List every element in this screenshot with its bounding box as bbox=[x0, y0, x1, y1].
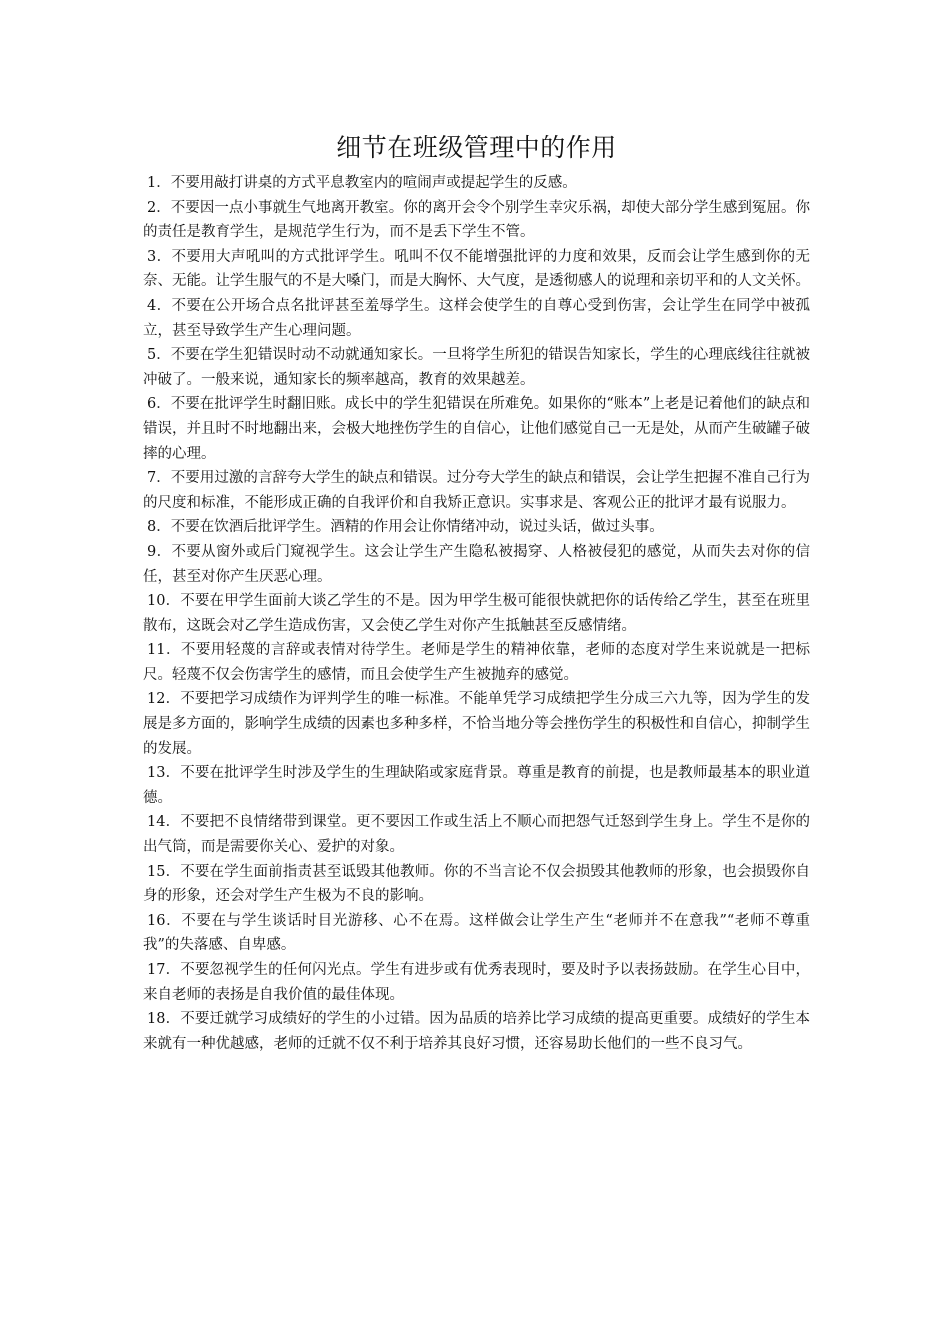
list-item: 7．不要用过激的言辞夸大学生的缺点和错误。过分夸大学生的缺点和错误，会让学生把握不准自己行为的尺度和标准，不能形成正确的自我评价和自我矫正意识。实事求是、客观公正的批评才最有说服力。 bbox=[143, 470, 810, 511]
item-list bbox=[143, 171, 810, 1056]
list-item: 11．不要用轻蔑的言辞或表情对待学生。老师是学生的精神依靠，老师的态度对学生来说就是一把标尺。轻蔑不仅会伤害学生的感情，而且会使学生产生被抛弃的感觉。 bbox=[143, 642, 810, 683]
list-item: 9．不要从窗外或后门窥视学生。这会让学生产生隐私被揭穿、人格被侵犯的感觉，从而失去对你的信任，甚至对你产生厌恶心理。 bbox=[143, 543, 810, 585]
list-item: 14．不要把不良情绪带到课堂。更不要因工作或生活上不顺心而把怨气迁怒到学生身上。学生不是你的出气筒，而是需要你关心、爱护的对象。 bbox=[143, 814, 810, 856]
list-item: 8．不要在饮酒后批评学生。酒精的作用会让你情绪冲动，说过头话，做过头事。 bbox=[147, 519, 664, 536]
document-page bbox=[143, 130, 810, 1056]
list-item: 3．不要用大声吼叫的方式批评学生。吼叫不仅不能增强批评的力度和效果，反而会让学生感到你的无奈、无能。让学生服气的不是大嗓门，而是大胸怀、大气度，是透彻感人的说理和亲切平和的人文关怀。 bbox=[143, 248, 810, 290]
list-item: 15．不要在学生面前指责甚至诋毁其他教师。你的不当言论不仅会损毁其他教师的形象，也会损毁你自身的形象，还会对学生产生极为不良的影响。 bbox=[143, 863, 810, 905]
list-item: 17．不要忽视学生的任何闪光点。学生有进步或有优秀表现时，要及时予以表扬鼓励。在学生心目中，来自老师的表扬是自我价值的最佳体现。 bbox=[143, 962, 810, 1003]
list-item: 13．不要在批评学生时涉及学生的生理缺陷或家庭背景。尊重是教育的前提，也是教师最基本的职业道德。 bbox=[143, 765, 810, 806]
list-item: 4．不要在公开场合点名批评甚至羞辱学生。这样会使学生的自尊心受到伤害，会让学生在同学中被孤立，甚至导致学生产生心理问题。 bbox=[143, 297, 810, 339]
document-title: 细节在班级管理中的作用 bbox=[336, 133, 617, 162]
list-item: 18．不要迁就学习成绩好的学生的小过错。因为品质的培养比学习成绩的提高更重要。成绩好的学生本来就有一种优越感，老师的迁就不仅不利于培养其良好习惯，还容易助长他们的一些不良习气。 bbox=[143, 1011, 810, 1052]
list-item: 12．不要把学习成绩作为评判学生的唯一标准。不能单凭学习成绩把学生分成三六九等，因为学生的发展是多方面的，影响学生成绩的因素也多种多样，不恰当地分等会挫伤学生的积极性和自信心，抑制学生的发展。 bbox=[143, 691, 810, 757]
list-item: 5．不要在学生犯错误时动不动就通知家长。一旦将学生所犯的错误告知家长，学生的心理底线往往就被冲破了。一般来说，通知家长的频率越高，教育的效果越差。 bbox=[143, 347, 810, 388]
list-item: 16．不要在与学生谈话时目光游移、心不在焉。这样做会让学生产生“老师并不在意我”“老师不尊重我”的失落感、自卑感。 bbox=[143, 912, 810, 954]
list-item: 1．不要用敲打讲桌的方式平息教室内的喧闹声或提起学生的反感。 bbox=[147, 175, 577, 191]
list-item: 6．不要在批评学生时翻旧账。成长中的学生犯错误在所难免。如果你的“账本”上老是记着他们的缺点和错误，并且时不时地翻出来，会极大地挫伤学生的自信心，让他们感觉自己一无是处，从而产生破罐子破摔的心理。 bbox=[143, 396, 810, 462]
list-item: 2．不要因一点小事就生气地离开教室。你的离开会令个别学生幸灾乐祸，却使大部分学生感到冤屈。你的责任是教育学生，是规范学生行为，而不是丢下学生不管。 bbox=[143, 199, 810, 241]
list-item: 10．不要在甲学生面前大谈乙学生的不是。因为甲学生极可能很快就把你的话传给乙学生，甚至在班里散布，这既会对乙学生造成伤害，又会使乙学生对你产生抵触甚至反感情绪。 bbox=[143, 593, 810, 634]
